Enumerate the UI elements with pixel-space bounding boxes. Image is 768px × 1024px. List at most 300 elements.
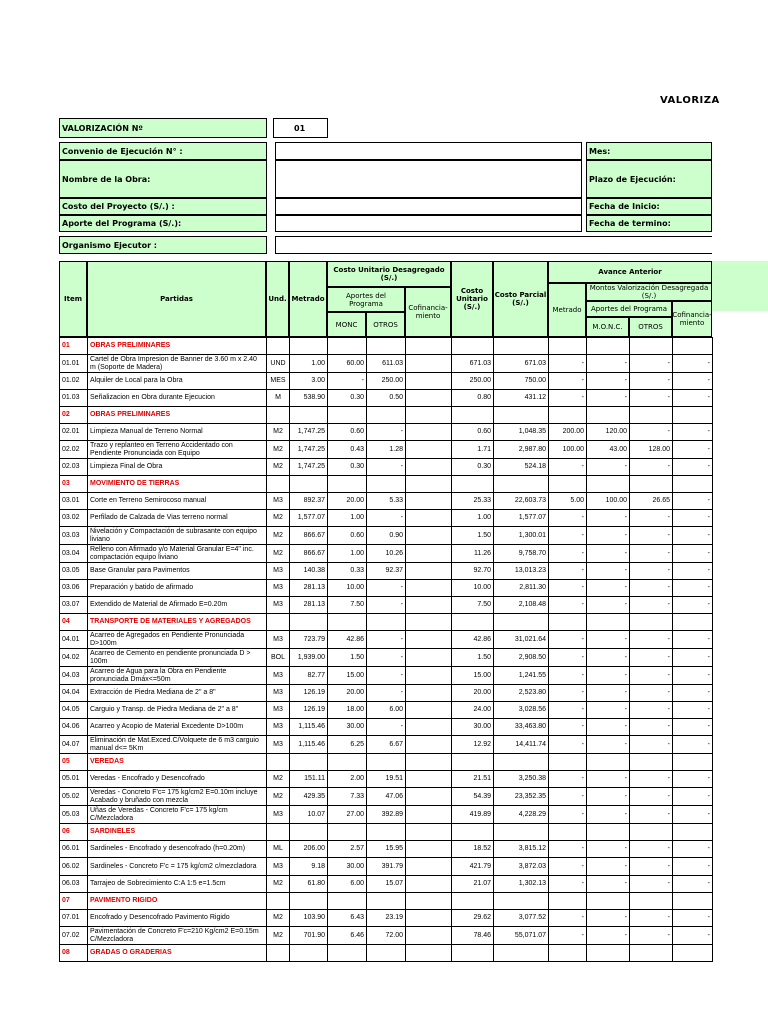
table-row <box>60 771 713 788</box>
cell-aotros: - <box>630 771 673 788</box>
table-row <box>60 424 713 441</box>
empty-cell <box>630 893 673 910</box>
cell-cu: 24.00 <box>452 702 494 719</box>
cell-acof: - <box>673 702 713 719</box>
cell-otros: - <box>367 719 406 736</box>
cell-cu: 419.89 <box>452 806 494 824</box>
empty-cell <box>267 614 290 631</box>
empty-cell <box>630 476 673 493</box>
col-otros-avance: OTROS <box>629 317 672 337</box>
cell-und: M2 <box>267 927 290 945</box>
cell-otros: 250.00 <box>367 373 406 390</box>
cell-aotros: - <box>630 390 673 407</box>
cell-cp: 431.12 <box>494 390 549 407</box>
cell-am: - <box>549 771 587 788</box>
cell-partida: Pavimentación de Concreto F'c=210 Kg/cm2 E=0.15m C/Mezcladora <box>88 927 267 945</box>
table-row <box>60 510 713 527</box>
cell-acof: - <box>673 736 713 754</box>
cell-am: - <box>549 649 587 667</box>
cell-amonc: - <box>587 390 630 407</box>
empty-cell <box>328 476 367 493</box>
obra-label: Nombre de la Obra: <box>59 160 267 198</box>
cell-amonc: - <box>587 545 630 563</box>
cell-partida: Base Granular para Pavimentos <box>88 563 267 580</box>
cell-und: M2 <box>267 459 290 476</box>
cell-item: 03.05 <box>60 563 88 580</box>
cell-und: M2 <box>267 545 290 563</box>
cell-acof: - <box>673 459 713 476</box>
cell-cp: 1,241.55 <box>494 667 549 685</box>
col-costo-unitario: Costo Unitario (S/.) <box>451 261 493 337</box>
cell-und: M3 <box>267 806 290 824</box>
cell-cu: 10.00 <box>452 580 494 597</box>
table-row <box>60 685 713 702</box>
cell-und: M3 <box>267 597 290 614</box>
cell-acof: - <box>673 563 713 580</box>
cell-item: 03.03 <box>60 527 88 545</box>
cell-cof <box>406 390 452 407</box>
cell-item: 02.02 <box>60 441 88 459</box>
cell-aotros: - <box>630 667 673 685</box>
cell-amonc: - <box>587 373 630 390</box>
cell-metrado: 3.00 <box>290 373 328 390</box>
cell-item: 03.04 <box>60 545 88 563</box>
empty-cell <box>587 614 630 631</box>
cell-amonc: - <box>587 841 630 858</box>
table-row <box>60 858 713 876</box>
empty-cell <box>673 476 713 493</box>
cell-metrado: 9.18 <box>290 858 328 876</box>
cell-am: - <box>549 685 587 702</box>
cell-aotros: 26.65 <box>630 493 673 510</box>
cell-partida: Relleno con Afirmado y/o Material Granular E=4" inc. compactación equipo liviano <box>88 545 267 563</box>
cell-am: 5.00 <box>549 493 587 510</box>
section-title: OBRAS PRELIMINARES <box>88 407 267 424</box>
cell-amonc: - <box>587 771 630 788</box>
empty-cell <box>587 893 630 910</box>
cell-partida: Limpieza Manual de Terreno Normal <box>88 424 267 441</box>
cell-aotros: - <box>630 459 673 476</box>
cell-otros: - <box>367 424 406 441</box>
empty-cell <box>673 754 713 771</box>
cell-metrado: 1,115.46 <box>290 719 328 736</box>
cell-metrado: 151.11 <box>290 771 328 788</box>
col-cofinanciamiento: Cofinancia-miento <box>405 287 451 337</box>
empty-cell <box>630 824 673 841</box>
cell-metrado: 140.38 <box>290 563 328 580</box>
cell-und: M3 <box>267 858 290 876</box>
cell-metrado: 1,115.46 <box>290 736 328 754</box>
cell-cu: 78.46 <box>452 927 494 945</box>
col-avance-anterior: Avance Anterior <box>548 261 712 283</box>
convenio-field <box>275 142 582 160</box>
cell-aotros: - <box>630 719 673 736</box>
empty-cell <box>406 614 452 631</box>
cell-partida: Acarreo de Cemento en pendiente pronunciada D > 100m <box>88 649 267 667</box>
cell-am: - <box>549 459 587 476</box>
cell-am: - <box>549 580 587 597</box>
cell-metrado: 1,577.07 <box>290 510 328 527</box>
cell-aotros: - <box>630 649 673 667</box>
section-code: 05 <box>60 754 88 771</box>
cell-amonc: - <box>587 649 630 667</box>
section-code: 06 <box>60 824 88 841</box>
cell-cp: 1,300.01 <box>494 527 549 545</box>
empty-cell <box>267 407 290 424</box>
cell-cp: 1,302.13 <box>494 876 549 893</box>
cell-partida: Preparación y batido de afirmado <box>88 580 267 597</box>
cell-am: - <box>549 788 587 806</box>
cell-otros: 0.90 <box>367 527 406 545</box>
cell-acof: - <box>673 441 713 459</box>
cell-acof: - <box>673 806 713 824</box>
cell-otros: 6.00 <box>367 702 406 719</box>
obra-field <box>275 160 582 198</box>
cell-metrado: 1,747.25 <box>290 424 328 441</box>
cell-cu: 12.92 <box>452 736 494 754</box>
cell-partida: Veredas - Concreto F'c= 175 kg/cm2 E=0.10m incluye Acabado y bruñado con mezcla <box>88 788 267 806</box>
cell-monc: 27.00 <box>328 806 367 824</box>
cell-am: - <box>549 510 587 527</box>
section-code: 07 <box>60 893 88 910</box>
cell-otros: - <box>367 510 406 527</box>
col-monc: MONC <box>327 312 366 337</box>
cell-cof <box>406 876 452 893</box>
cell-otros: 47.06 <box>367 788 406 806</box>
cell-monc: 0.43 <box>328 441 367 459</box>
table-row <box>60 390 713 407</box>
cell-und: MES <box>267 373 290 390</box>
cell-partida: Sardineles - Encofrado y desencofrado (h=0.20m) <box>88 841 267 858</box>
cell-cof <box>406 510 452 527</box>
cell-metrado: 126.19 <box>290 702 328 719</box>
valorizacion-label: VALORIZACIÓN Nº <box>59 118 267 138</box>
cell-am: 100.00 <box>549 441 587 459</box>
cell-cof <box>406 702 452 719</box>
cell-monc: - <box>328 373 367 390</box>
cell-cp: 3,815.12 <box>494 841 549 858</box>
section-title: VEREDAS <box>88 754 267 771</box>
cell-cu: 29.62 <box>452 910 494 927</box>
cell-am: - <box>549 841 587 858</box>
col-metrado-avance: Metrado <box>548 283 586 337</box>
cell-acof: - <box>673 510 713 527</box>
empty-cell <box>290 754 328 771</box>
table-row <box>60 649 713 667</box>
cell-amonc: - <box>587 667 630 685</box>
empty-cell <box>630 614 673 631</box>
cell-partida: Corte en Terreno Semirocoso manual <box>88 493 267 510</box>
cell-und: M2 <box>267 771 290 788</box>
table-row <box>60 736 713 754</box>
cell-amonc: - <box>587 858 630 876</box>
empty-cell <box>290 945 328 962</box>
empty-cell <box>290 476 328 493</box>
cell-aotros: - <box>630 355 673 373</box>
empty-cell <box>267 945 290 962</box>
col-monc-avance: M.O.N.C. <box>586 317 629 337</box>
cell-cu: 92.70 <box>452 563 494 580</box>
empty-cell <box>328 338 367 355</box>
section-title: TRANSPORTE DE MATERIALES Y AGREGADOS <box>88 614 267 631</box>
empty-cell <box>406 824 452 841</box>
cell-cof <box>406 441 452 459</box>
cell-cu: 25.33 <box>452 493 494 510</box>
cell-und: M2 <box>267 527 290 545</box>
cell-cp: 22,603.73 <box>494 493 549 510</box>
section-code: 04 <box>60 614 88 631</box>
cell-cof <box>406 788 452 806</box>
cell-partida: Veredas - Encofrado y Desencofrado <box>88 771 267 788</box>
cell-cof <box>406 667 452 685</box>
section-code: 02 <box>60 407 88 424</box>
cell-monc: 2.57 <box>328 841 367 858</box>
cell-aotros: - <box>630 788 673 806</box>
empty-cell <box>549 338 587 355</box>
empty-cell <box>494 893 549 910</box>
cell-und: M3 <box>267 580 290 597</box>
cell-cu: 1.50 <box>452 649 494 667</box>
cell-otros: 72.00 <box>367 927 406 945</box>
cell-amonc: 100.00 <box>587 493 630 510</box>
cell-cp: 3,872.03 <box>494 858 549 876</box>
cell-am: - <box>549 876 587 893</box>
empty-cell <box>290 893 328 910</box>
cell-cof <box>406 545 452 563</box>
cell-acof: - <box>673 580 713 597</box>
cell-am: - <box>549 736 587 754</box>
inicio-label: Fecha de Inicio: <box>586 198 712 215</box>
empty-cell <box>328 754 367 771</box>
cell-amonc: - <box>587 719 630 736</box>
aporte-label: Aporte del Programa (S/.): <box>59 215 267 232</box>
cell-item: 01.02 <box>60 373 88 390</box>
empty-cell <box>406 338 452 355</box>
document-title: VALORIZA <box>660 95 720 106</box>
cell-aotros: - <box>630 527 673 545</box>
empty-cell <box>587 407 630 424</box>
cell-aotros: - <box>630 580 673 597</box>
cell-amonc: - <box>587 631 630 649</box>
section-row <box>60 407 713 424</box>
cell-monc: 6.25 <box>328 736 367 754</box>
cell-acof: - <box>673 927 713 945</box>
cell-partida: Trazo y replanteo en Terreno Accidentado con Pendiente Pronunciada con Equipo <box>88 441 267 459</box>
cell-acof: - <box>673 876 713 893</box>
cell-partida: Extendido de Material de Afirmado E=0.20m <box>88 597 267 614</box>
cell-item: 04.06 <box>60 719 88 736</box>
cell-acof: - <box>673 527 713 545</box>
empty-cell <box>267 893 290 910</box>
cell-cof <box>406 719 452 736</box>
cell-metrado: 1,747.25 <box>290 459 328 476</box>
cell-acof: - <box>673 910 713 927</box>
mes-label: Mes: <box>586 142 712 160</box>
cell-monc: 20.00 <box>328 685 367 702</box>
cell-amonc: - <box>587 927 630 945</box>
cell-aotros: - <box>630 858 673 876</box>
cell-acof: - <box>673 841 713 858</box>
empty-cell <box>290 407 328 424</box>
cell-monc: 18.00 <box>328 702 367 719</box>
section-title: SARDINELES <box>88 824 267 841</box>
col-costo-desagregado: Costo Unitario Desagregado (S/.) <box>327 261 451 287</box>
cell-und: UND <box>267 355 290 373</box>
cell-partida: Sardineles - Concreto F'c = 175 kg/cm2 c/mezcladora <box>88 858 267 876</box>
green-fill-area <box>712 261 768 311</box>
empty-cell <box>328 824 367 841</box>
cell-cp: 13,013.23 <box>494 563 549 580</box>
cell-und: M2 <box>267 441 290 459</box>
cell-cp: 31,021.64 <box>494 631 549 649</box>
col-cofinanciamiento-avance: Cofinancia-miento <box>672 301 712 337</box>
cell-cp: 23,352.35 <box>494 788 549 806</box>
cell-otros: 6.67 <box>367 736 406 754</box>
cell-cp: 750.00 <box>494 373 549 390</box>
cell-otros: 1.28 <box>367 441 406 459</box>
empty-cell <box>452 614 494 631</box>
cell-partida: Perfilado de Calzada de Vias terreno normal <box>88 510 267 527</box>
empty-cell <box>494 407 549 424</box>
table-row <box>60 580 713 597</box>
empty-cell <box>494 614 549 631</box>
empty-cell <box>406 407 452 424</box>
table-row <box>60 545 713 563</box>
col-otros: OTROS <box>366 312 405 337</box>
cell-partida: Acarreo de Agregados en Pendiente Pronunciada D>100m <box>88 631 267 649</box>
cell-partida: Nivelación y Compactación de subrasante con equipo liviano <box>88 527 267 545</box>
plazo-label: Plazo de Ejecución: <box>586 160 712 198</box>
cell-metrado: 723.79 <box>290 631 328 649</box>
cell-cof <box>406 597 452 614</box>
cell-am: - <box>549 631 587 649</box>
empty-cell <box>673 824 713 841</box>
cell-amonc: - <box>587 563 630 580</box>
empty-cell <box>452 476 494 493</box>
table-row <box>60 876 713 893</box>
cell-und: M3 <box>267 667 290 685</box>
cell-item: 03.07 <box>60 597 88 614</box>
cell-aotros: - <box>630 841 673 858</box>
cell-metrado: 892.37 <box>290 493 328 510</box>
empty-cell <box>549 824 587 841</box>
cell-metrado: 538.90 <box>290 390 328 407</box>
cell-cp: 1,048.35 <box>494 424 549 441</box>
cell-acof: - <box>673 493 713 510</box>
cell-cu: 21.51 <box>452 771 494 788</box>
cell-cu: 0.60 <box>452 424 494 441</box>
cell-otros: - <box>367 459 406 476</box>
cell-am: - <box>549 563 587 580</box>
cell-otros: - <box>367 580 406 597</box>
empty-cell <box>549 893 587 910</box>
cell-und: M3 <box>267 631 290 649</box>
col-partidas: Partidas <box>87 261 266 337</box>
empty-cell <box>452 407 494 424</box>
empty-cell <box>267 754 290 771</box>
cell-cof <box>406 685 452 702</box>
cell-cp: 3,028.56 <box>494 702 549 719</box>
empty-cell <box>494 754 549 771</box>
section-row <box>60 945 713 962</box>
cell-cof <box>406 927 452 945</box>
col-aportes-programa-avance: Aportes del Programa <box>586 301 672 317</box>
cell-metrado: 281.13 <box>290 580 328 597</box>
cell-partida: Limpieza Final de Obra <box>88 459 267 476</box>
cell-cp: 2,811.30 <box>494 580 549 597</box>
organismo-label: Organismo Ejecutor : <box>59 236 267 254</box>
empty-cell <box>367 407 406 424</box>
cell-und: M3 <box>267 736 290 754</box>
cell-am: - <box>549 527 587 545</box>
empty-cell <box>328 614 367 631</box>
cell-metrado: 1,747.25 <box>290 441 328 459</box>
cell-metrado: 1,939.00 <box>290 649 328 667</box>
empty-cell <box>673 893 713 910</box>
cell-aotros: - <box>630 373 673 390</box>
cell-monc: 1.00 <box>328 510 367 527</box>
cell-cu: 1.71 <box>452 441 494 459</box>
cell-partida: Uñas de Veredas - Concreto F'c= 175 kg/cm C/Mezcladora <box>88 806 267 824</box>
cell-und: BOL <box>267 649 290 667</box>
cell-acof: - <box>673 788 713 806</box>
cell-cof <box>406 771 452 788</box>
empty-cell <box>549 476 587 493</box>
cell-metrado: 103.90 <box>290 910 328 927</box>
cell-cu: 42.86 <box>452 631 494 649</box>
cell-monc: 2.00 <box>328 771 367 788</box>
cell-cp: 1,577.07 <box>494 510 549 527</box>
col-montos-valorizacion: Montos Valorización Desagregada (S/.) <box>586 283 712 301</box>
cell-item: 01.03 <box>60 390 88 407</box>
cell-aotros: - <box>630 563 673 580</box>
col-metrado: Metrado <box>289 261 327 337</box>
cell-am: - <box>549 806 587 824</box>
empty-cell <box>587 338 630 355</box>
cell-aotros: - <box>630 510 673 527</box>
cell-monc: 0.30 <box>328 459 367 476</box>
cell-cof <box>406 580 452 597</box>
cell-cu: 671.03 <box>452 355 494 373</box>
cell-partida: Eliminación de Mat.Exced.C/Volquete de 6 m3 carguio manual d<= 5Km <box>88 736 267 754</box>
section-row <box>60 893 713 910</box>
cell-metrado: 10.07 <box>290 806 328 824</box>
cell-acof: - <box>673 858 713 876</box>
cell-metrado: 206.00 <box>290 841 328 858</box>
empty-cell <box>630 754 673 771</box>
cell-acof: - <box>673 631 713 649</box>
costo-label: Costo del Proyecto (S/.) : <box>59 198 267 215</box>
cell-aotros: - <box>630 876 673 893</box>
cell-acof: - <box>673 649 713 667</box>
empty-cell <box>494 824 549 841</box>
cell-cof <box>406 736 452 754</box>
cell-monc: 0.60 <box>328 527 367 545</box>
cell-und: M3 <box>267 702 290 719</box>
cell-cp: 14,411.74 <box>494 736 549 754</box>
cell-cof <box>406 493 452 510</box>
cell-metrado: 701.90 <box>290 927 328 945</box>
table-row <box>60 563 713 580</box>
table-row <box>60 702 713 719</box>
empty-cell <box>328 893 367 910</box>
cell-metrado: 1.00 <box>290 355 328 373</box>
table-row <box>60 493 713 510</box>
section-title: OBRAS PRELIMINARES <box>88 338 267 355</box>
cell-amonc: 120.00 <box>587 424 630 441</box>
empty-cell <box>673 407 713 424</box>
cell-otros: - <box>367 685 406 702</box>
